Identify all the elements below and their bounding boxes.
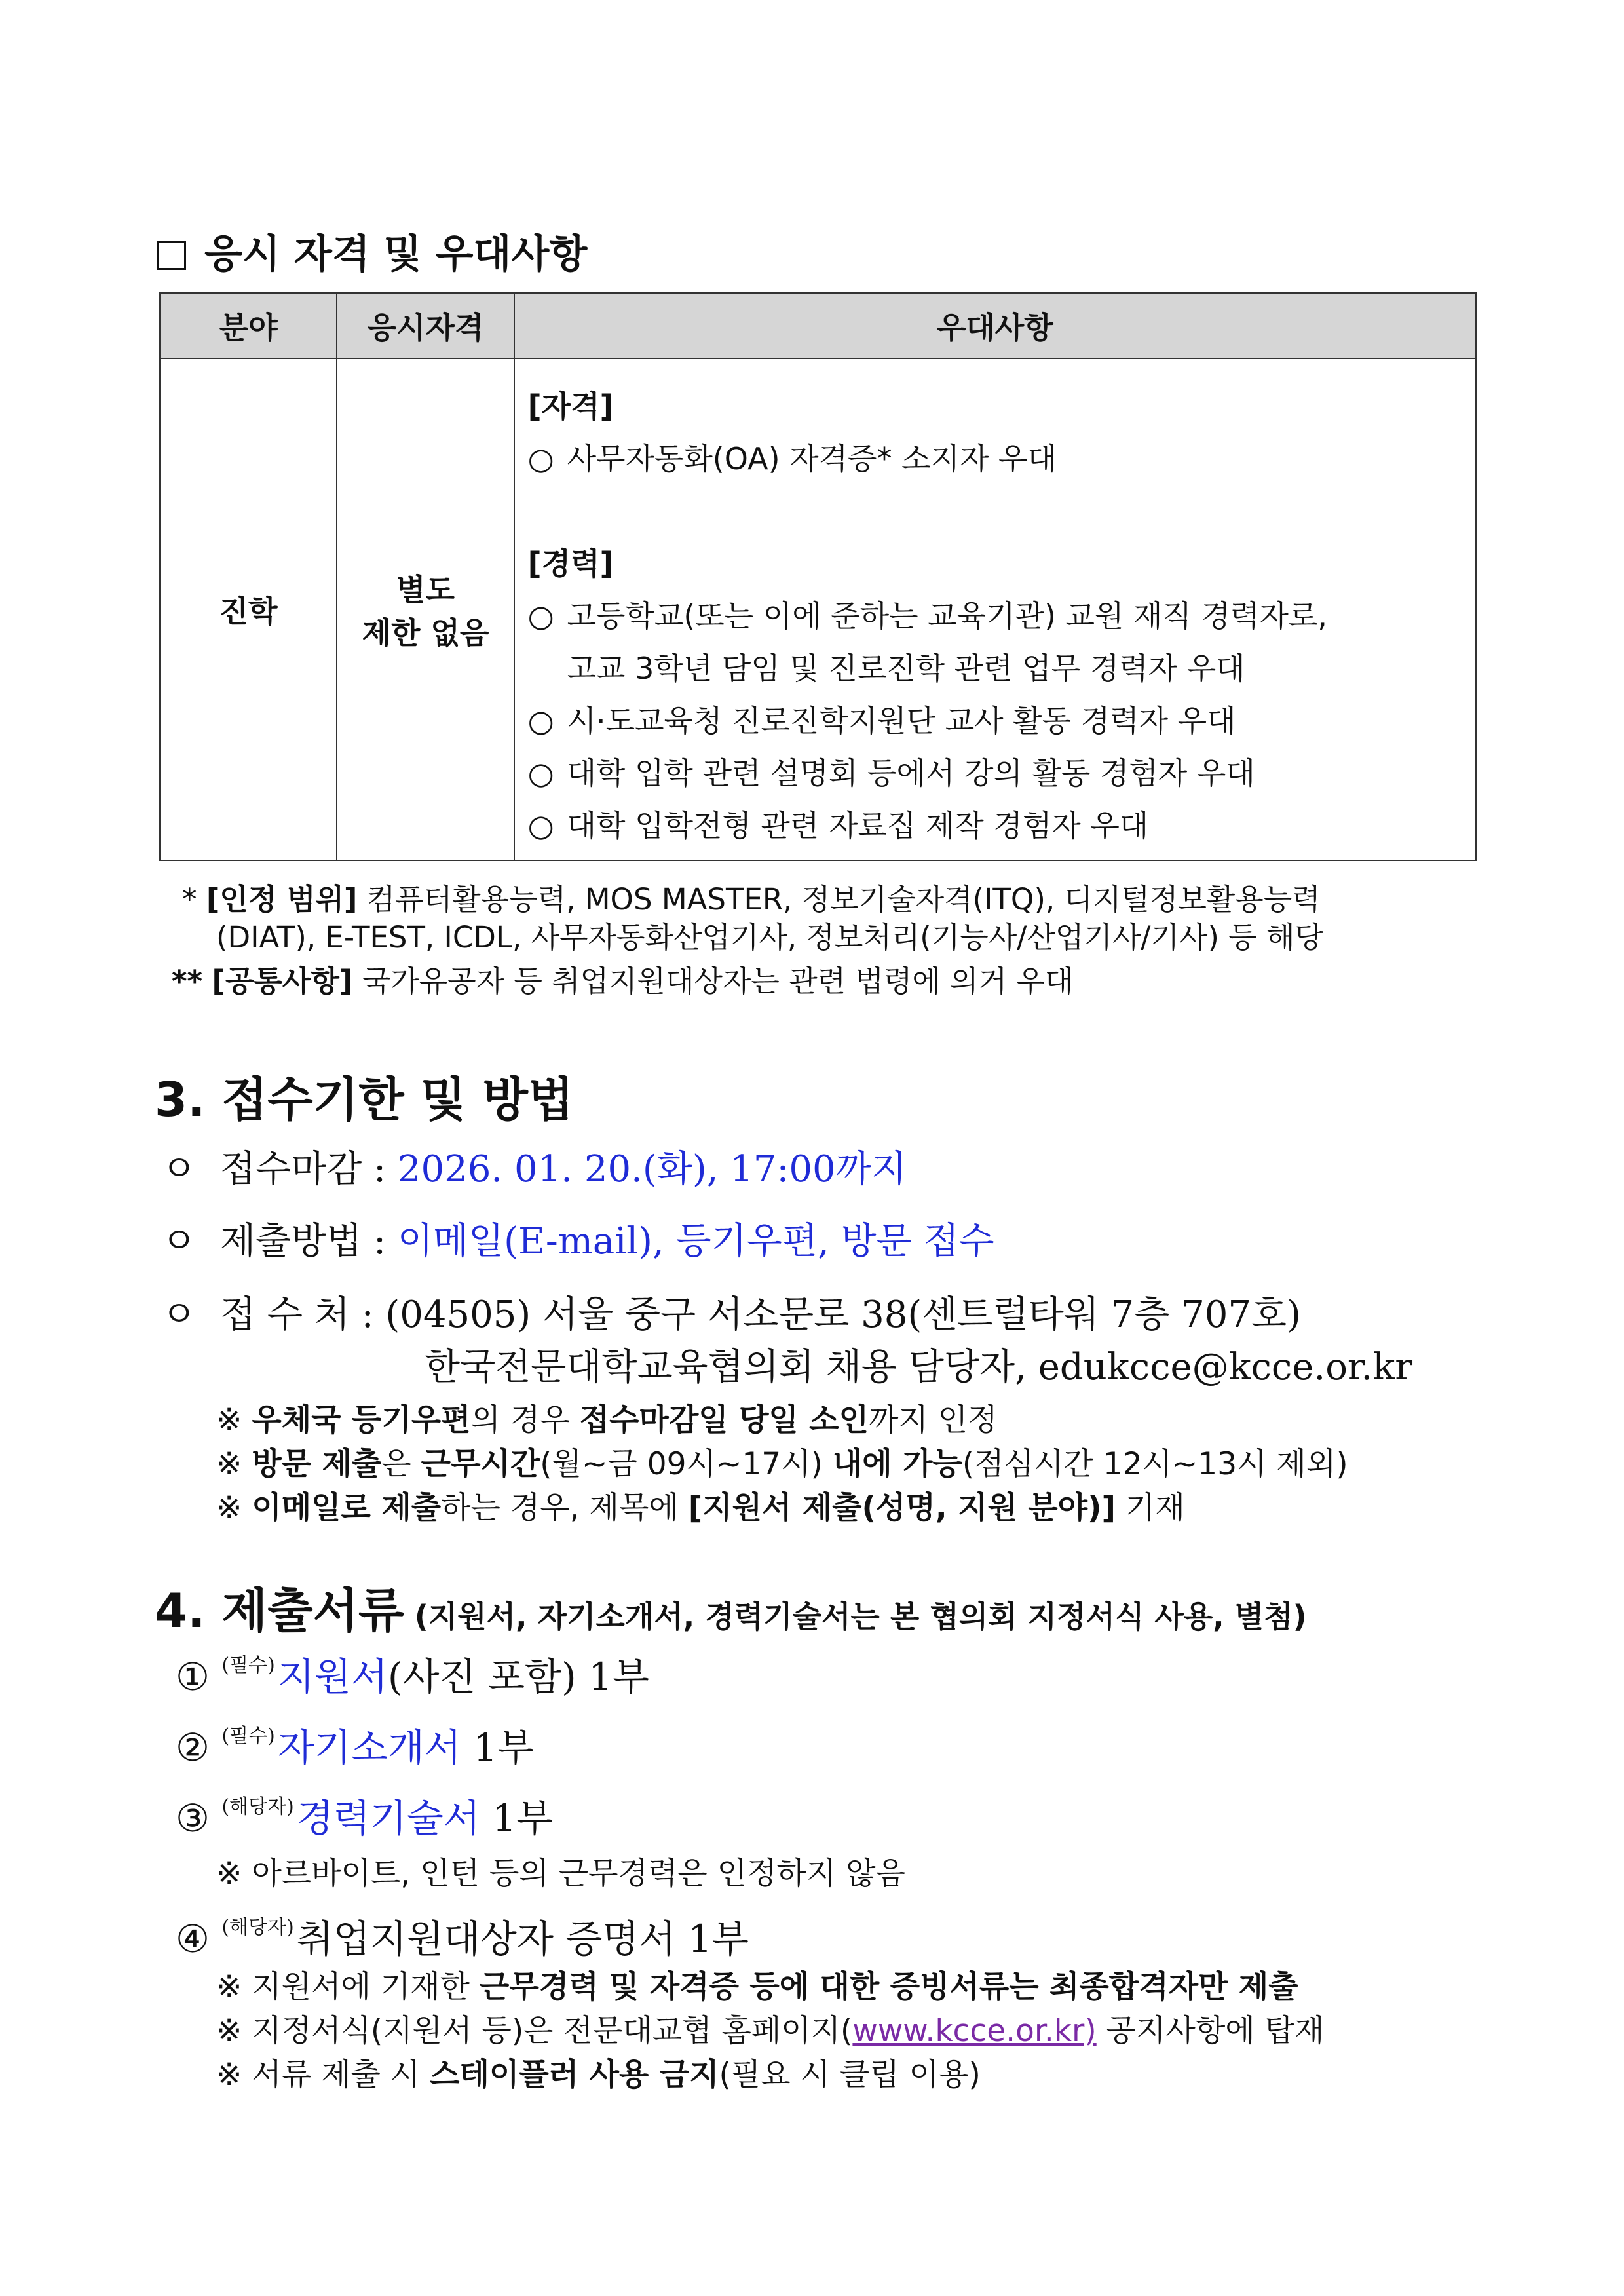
list-item: ○ 대학 입학전형 관련 자료집 제작 경험자 우대 (527, 808, 1149, 843)
document-item-1: ① $^{(필수)}$지원서(사진 포함) 1부 (176, 1654, 650, 1699)
footnote-recognition-scope-cont: (DIAT), E-TEST, ICDL, 사무자동화산업기사, 정보처리(기능사/산업기사/기사) 등 해당 (216, 920, 1323, 955)
checkbox-square-icon (157, 241, 186, 270)
table-row (160, 358, 1476, 860)
header-preference: 우대사항 (514, 293, 1476, 358)
note-career-exclusion: ※ 아르바이트, 인턴 등의 근무경력은 인정하지 않음 (216, 1856, 905, 1892)
homepage-link[interactable]: www.kcce.or.kr) (852, 2013, 1097, 2049)
deadline-row: ㅇ 접수마감 : 2026. 01. 20.(화), 17:00까지 (161, 1148, 907, 1191)
note-stapler: ※ 서류 제출 시 스테이플러 사용 금지(필요 시 클립 이용) (216, 2057, 981, 2093)
header-qualification: 응시자격 (337, 293, 514, 358)
footnote-recognition-scope: * [인정 범위] 컴퓨터활용능력, MOS MASTER, 정보기술자격(ITQ), 디지털정보활용능력 (182, 882, 1321, 917)
list-item: ○ 시·도교육청 진로진학지원단 교사 활동 경력자 우대 (527, 703, 1236, 738)
cert-title: [자격] (527, 389, 614, 424)
section-heading-documents: 4. 제출서류 (지원서, 자기소개서, 경력기술서는 본 협의회 지정서식 사용, 별첨) (155, 1583, 1307, 1638)
note-postal: ※ 우체국 등기우편의 경우 접수마감일 당일 소인까지 인정 (216, 1402, 998, 1438)
note-proof-docs: ※ 지원서에 기재한 근무경력 및 자격증 등에 대한 증빙서류는 최종합격자만 제출 (216, 1969, 1298, 2005)
list-item-continuation: 고교 3학년 담임 및 진로진학 관련 업무 경력자 우대 (567, 651, 1245, 686)
list-item: ○ 사무자동화(OA) 자격증* 소지자 우대 (527, 441, 1057, 476)
place-row: ㅇ 접 수 처 : (04505) 서울 중구 서소문로 38(센트럴타워 7층 707호) (161, 1293, 1301, 1336)
deadline-value: 2026. 01. 20.(화), 17:00까지 (397, 1148, 907, 1191)
cell-field: 진학 (160, 358, 337, 860)
section-heading-qualifications: 응시 자격 및 우대사항 (157, 223, 587, 279)
list-item: ○ 대학 입학 관련 설명회 등에서 강의 활동 경험자 우대 (527, 756, 1255, 791)
method-row: ㅇ 제출방법 : 이메일(E-mail), 등기우편, 방문 접수 (161, 1220, 994, 1263)
note-forms: ※ 지정서식(지원서 등)은 전문대교협 홈페이지(www.kcce.or.kr) 공지사항에 탑재 (216, 2013, 1325, 2049)
header-field: 분야 (160, 293, 337, 358)
note-email: ※ 이메일로 제출하는 경우, 제목에 [지원서 제출(성명, 지원 분야)] 기재 (216, 1490, 1185, 1526)
cell-qualification: 별도 제한 없음 (337, 358, 514, 860)
list-item: ○ 고등학교(또는 이에 준하는 교육기관) 교원 재직 경력자로, (527, 598, 1327, 634)
qualification-table (159, 292, 1477, 861)
cell-preference (514, 358, 1476, 860)
method-value: 이메일(E-mail), 등기우편, 방문 접수 (397, 1220, 994, 1263)
career-title: [경력] (527, 546, 614, 581)
note-visit: ※ 방문 제출은 근무시간(월~금 09시~17시) 내에 가능(점심시간 12시~13시 제외) (216, 1446, 1348, 1482)
table-header-row (160, 293, 1476, 358)
document-item-2: ② $^{(필수)}$자기소개서 1부 (176, 1725, 535, 1770)
place-row-cont: 한국전문대학교육협의회 채용 담당자, edukcce@kcce.or.kr (425, 1346, 1413, 1388)
document-item-4: ④ $^{(해당자)}$취업지원대상자 증명서 1부 (176, 1916, 749, 1961)
footnote-common: ** [공통사항] 국가유공자 등 취업지원대상자는 관련 법령에 의거 우대 (172, 964, 1074, 999)
document-item-3: ③ $^{(해당자)}$경력기술서 1부 (176, 1795, 554, 1841)
section-heading-submission: 3. 접수기한 및 방법 (155, 1072, 574, 1127)
